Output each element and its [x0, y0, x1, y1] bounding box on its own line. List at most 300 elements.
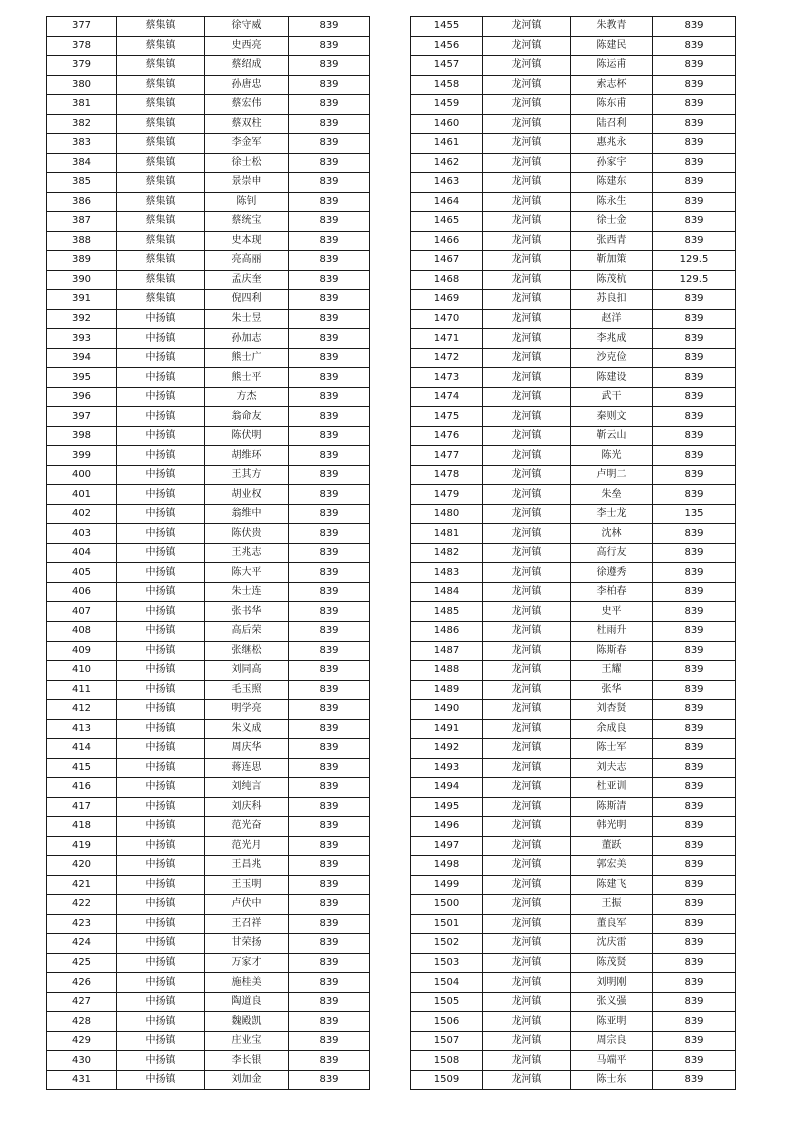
- row-number-cell: 384: [47, 153, 117, 173]
- town-cell: 中扬镇: [117, 446, 205, 466]
- table-row: [411, 953, 736, 973]
- row-number-cell: 1488: [411, 661, 483, 681]
- amount-cell: 839: [289, 1051, 370, 1071]
- amount-cell: 839: [289, 348, 370, 368]
- town-cell: 龙河镇: [483, 1051, 571, 1071]
- row-number-cell: 1485: [411, 602, 483, 622]
- amount-cell: 839: [289, 270, 370, 290]
- town-cell: 龙河镇: [483, 212, 571, 232]
- table-row: [47, 368, 370, 388]
- name-cell: 陈建民: [571, 36, 653, 56]
- table-row: [47, 563, 370, 583]
- amount-cell: 839: [289, 290, 370, 310]
- amount-cell: 839: [653, 582, 736, 602]
- roster-table-right: [410, 16, 736, 1090]
- table-row: [411, 56, 736, 76]
- table-row: [47, 895, 370, 915]
- amount-cell: 839: [653, 953, 736, 973]
- town-cell: 龙河镇: [483, 251, 571, 271]
- name-cell: 徐士松: [205, 153, 289, 173]
- roster-table-left: [46, 16, 370, 1090]
- table-row: [411, 1051, 736, 1071]
- table-row: [47, 56, 370, 76]
- amount-cell: 839: [289, 778, 370, 798]
- town-cell: 龙河镇: [483, 1012, 571, 1032]
- town-cell: 中扬镇: [117, 934, 205, 954]
- name-cell: 倪四利: [205, 290, 289, 310]
- row-number-cell: 1501: [411, 914, 483, 934]
- row-number-cell: 377: [47, 17, 117, 37]
- row-number-cell: 1486: [411, 621, 483, 641]
- name-cell: 高行友: [571, 543, 653, 563]
- table-row: [411, 875, 736, 895]
- table-row: [411, 797, 736, 817]
- amount-cell: 839: [289, 817, 370, 837]
- table-row: [411, 504, 736, 524]
- town-cell: 中扬镇: [117, 368, 205, 388]
- name-cell: 赵洋: [571, 309, 653, 329]
- row-number-cell: 1469: [411, 290, 483, 310]
- amount-cell: 129.5: [653, 270, 736, 290]
- town-cell: 蔡集镇: [117, 251, 205, 271]
- table-row: [47, 1031, 370, 1051]
- name-cell: 孙加志: [205, 329, 289, 349]
- amount-cell: 839: [289, 582, 370, 602]
- table-row: [47, 602, 370, 622]
- town-cell: 中扬镇: [117, 700, 205, 720]
- town-cell: 中扬镇: [117, 641, 205, 661]
- table-row: [411, 661, 736, 681]
- name-cell: 胡维环: [205, 446, 289, 466]
- row-number-cell: 413: [47, 719, 117, 739]
- amount-cell: 839: [289, 621, 370, 641]
- name-cell: 韩光明: [571, 817, 653, 837]
- row-number-cell: 422: [47, 895, 117, 915]
- name-cell: 翁命友: [205, 407, 289, 427]
- town-cell: 龙河镇: [483, 231, 571, 251]
- amount-cell: 839: [289, 797, 370, 817]
- table-row: [411, 934, 736, 954]
- row-number-cell: 1483: [411, 563, 483, 583]
- name-cell: 翁维中: [205, 504, 289, 524]
- name-cell: 熊士广: [205, 348, 289, 368]
- amount-cell: 839: [653, 446, 736, 466]
- amount-cell: 839: [653, 173, 736, 193]
- table-row: [47, 953, 370, 973]
- amount-cell: 839: [289, 446, 370, 466]
- table-row: [411, 1012, 736, 1032]
- table-row: [47, 778, 370, 798]
- row-number-cell: 1496: [411, 817, 483, 837]
- table-row: [47, 251, 370, 271]
- table-row: [411, 465, 736, 485]
- amount-cell: 839: [289, 36, 370, 56]
- table-row: [411, 387, 736, 407]
- name-cell: 孙家宇: [571, 153, 653, 173]
- row-number-cell: 412: [47, 700, 117, 720]
- row-number-cell: 388: [47, 231, 117, 251]
- town-cell: 龙河镇: [483, 778, 571, 798]
- town-cell: 中扬镇: [117, 1012, 205, 1032]
- name-cell: 沙克俭: [571, 348, 653, 368]
- table-row: [47, 173, 370, 193]
- town-cell: 中扬镇: [117, 1051, 205, 1071]
- row-number-cell: 1471: [411, 329, 483, 349]
- name-cell: 陈建飞: [571, 875, 653, 895]
- amount-cell: 839: [653, 895, 736, 915]
- name-cell: 刘加金: [205, 1070, 289, 1090]
- amount-cell: 839: [289, 1070, 370, 1090]
- name-cell: 张华: [571, 680, 653, 700]
- row-number-cell: 1461: [411, 134, 483, 154]
- table-row: [47, 95, 370, 115]
- amount-cell: 839: [653, 134, 736, 154]
- name-cell: 朱士昱: [205, 309, 289, 329]
- row-number-cell: 423: [47, 914, 117, 934]
- row-number-cell: 418: [47, 817, 117, 837]
- row-number-cell: 410: [47, 661, 117, 681]
- name-cell: 沈庆雷: [571, 934, 653, 954]
- table-row: [411, 680, 736, 700]
- table-row: [47, 661, 370, 681]
- name-cell: 陈茂贤: [571, 953, 653, 973]
- amount-cell: 839: [289, 192, 370, 212]
- table-row: [47, 875, 370, 895]
- row-number-cell: 1506: [411, 1012, 483, 1032]
- amount-cell: 839: [653, 348, 736, 368]
- table-row: [47, 582, 370, 602]
- town-cell: 中扬镇: [117, 992, 205, 1012]
- town-cell: 龙河镇: [483, 700, 571, 720]
- amount-cell: 839: [653, 1070, 736, 1090]
- town-cell: 蔡集镇: [117, 114, 205, 134]
- name-cell: 庄业宝: [205, 1031, 289, 1051]
- table-row: [47, 134, 370, 154]
- town-cell: 中扬镇: [117, 719, 205, 739]
- amount-cell: 129.5: [653, 251, 736, 271]
- roster-table-left-body: [47, 17, 370, 1090]
- row-number-cell: 1499: [411, 875, 483, 895]
- table-row: [411, 114, 736, 134]
- town-cell: 龙河镇: [483, 973, 571, 993]
- name-cell: 陶道良: [205, 992, 289, 1012]
- name-cell: 高后荣: [205, 621, 289, 641]
- amount-cell: 839: [653, 700, 736, 720]
- town-cell: 龙河镇: [483, 368, 571, 388]
- amount-cell: 839: [289, 992, 370, 1012]
- table-row: [411, 719, 736, 739]
- town-cell: 龙河镇: [483, 934, 571, 954]
- name-cell: 刘夫志: [571, 758, 653, 778]
- row-number-cell: 420: [47, 856, 117, 876]
- table-row: [411, 973, 736, 993]
- amount-cell: 839: [289, 329, 370, 349]
- town-cell: 龙河镇: [483, 739, 571, 759]
- table-row: [47, 348, 370, 368]
- town-cell: 龙河镇: [483, 407, 571, 427]
- town-cell: 龙河镇: [483, 387, 571, 407]
- amount-cell: 839: [289, 836, 370, 856]
- row-number-cell: 406: [47, 582, 117, 602]
- name-cell: 熊士平: [205, 368, 289, 388]
- table-row: [411, 192, 736, 212]
- name-cell: 刘纯言: [205, 778, 289, 798]
- town-cell: 龙河镇: [483, 290, 571, 310]
- row-number-cell: 427: [47, 992, 117, 1012]
- name-cell: 靳加策: [571, 251, 653, 271]
- name-cell: 沈林: [571, 524, 653, 544]
- town-cell: 龙河镇: [483, 914, 571, 934]
- table-row: [47, 504, 370, 524]
- table-row: [411, 914, 736, 934]
- table-row: [47, 485, 370, 505]
- amount-cell: 839: [289, 309, 370, 329]
- table-row: [47, 914, 370, 934]
- table-row: [47, 75, 370, 95]
- table-row: [47, 543, 370, 563]
- town-cell: 龙河镇: [483, 875, 571, 895]
- table-row: [411, 621, 736, 641]
- table-row: [47, 758, 370, 778]
- town-cell: 龙河镇: [483, 856, 571, 876]
- amount-cell: 839: [289, 75, 370, 95]
- table-row: [47, 973, 370, 993]
- row-number-cell: 1456: [411, 36, 483, 56]
- table-row: [411, 1031, 736, 1051]
- town-cell: 中扬镇: [117, 524, 205, 544]
- amount-cell: 839: [289, 251, 370, 271]
- amount-cell: 839: [653, 1031, 736, 1051]
- amount-cell: 839: [653, 212, 736, 232]
- table-row: [47, 114, 370, 134]
- town-cell: 蔡集镇: [117, 95, 205, 115]
- row-number-cell: 408: [47, 621, 117, 641]
- town-cell: 龙河镇: [483, 661, 571, 681]
- name-cell: 武干: [571, 387, 653, 407]
- amount-cell: 839: [289, 407, 370, 427]
- row-number-cell: 421: [47, 875, 117, 895]
- town-cell: 龙河镇: [483, 75, 571, 95]
- row-number-cell: 389: [47, 251, 117, 271]
- name-cell: 李柏春: [571, 582, 653, 602]
- amount-cell: 839: [289, 543, 370, 563]
- amount-cell: 839: [289, 134, 370, 154]
- row-number-cell: 390: [47, 270, 117, 290]
- amount-cell: 839: [653, 329, 736, 349]
- name-cell: 史本现: [205, 231, 289, 251]
- amount-cell: 839: [289, 231, 370, 251]
- table-row: [411, 309, 736, 329]
- table-row: [47, 934, 370, 954]
- amount-cell: 839: [289, 914, 370, 934]
- table-row: [47, 719, 370, 739]
- amount-cell: 839: [289, 602, 370, 622]
- row-number-cell: 391: [47, 290, 117, 310]
- amount-cell: 839: [653, 739, 736, 759]
- amount-cell: 839: [289, 114, 370, 134]
- town-cell: 龙河镇: [483, 36, 571, 56]
- amount-cell: 839: [653, 36, 736, 56]
- amount-cell: 839: [653, 407, 736, 427]
- amount-cell: 839: [289, 153, 370, 173]
- town-cell: 龙河镇: [483, 17, 571, 37]
- amount-cell: 839: [289, 973, 370, 993]
- amount-cell: 839: [289, 95, 370, 115]
- amount-cell: 839: [653, 778, 736, 798]
- row-number-cell: 1475: [411, 407, 483, 427]
- table-row: [47, 836, 370, 856]
- table-row: [411, 856, 736, 876]
- row-number-cell: 430: [47, 1051, 117, 1071]
- name-cell: 张书华: [205, 602, 289, 622]
- name-cell: 魏殿凯: [205, 1012, 289, 1032]
- town-cell: 中扬镇: [117, 329, 205, 349]
- row-number-cell: 1504: [411, 973, 483, 993]
- table-row: [411, 992, 736, 1012]
- row-number-cell: 1470: [411, 309, 483, 329]
- row-number-cell: 405: [47, 563, 117, 583]
- table-row: [411, 446, 736, 466]
- row-number-cell: 403: [47, 524, 117, 544]
- town-cell: 龙河镇: [483, 95, 571, 115]
- amount-cell: 839: [653, 680, 736, 700]
- town-cell: 蔡集镇: [117, 290, 205, 310]
- row-number-cell: 394: [47, 348, 117, 368]
- name-cell: 史西亮: [205, 36, 289, 56]
- row-number-cell: 1458: [411, 75, 483, 95]
- row-number-cell: 378: [47, 36, 117, 56]
- table-row: [411, 153, 736, 173]
- amount-cell: 839: [289, 212, 370, 232]
- name-cell: 陈光: [571, 446, 653, 466]
- table-row: [411, 836, 736, 856]
- row-number-cell: 1464: [411, 192, 483, 212]
- name-cell: 郭宏美: [571, 856, 653, 876]
- town-cell: 中扬镇: [117, 875, 205, 895]
- amount-cell: 839: [289, 485, 370, 505]
- name-cell: 卢伏中: [205, 895, 289, 915]
- table-row: [411, 817, 736, 837]
- town-cell: 中扬镇: [117, 661, 205, 681]
- town-cell: 中扬镇: [117, 836, 205, 856]
- table-row: [47, 36, 370, 56]
- row-number-cell: 1478: [411, 465, 483, 485]
- name-cell: 张西青: [571, 231, 653, 251]
- name-cell: 明学亮: [205, 700, 289, 720]
- table-row: [411, 582, 736, 602]
- amount-cell: 839: [289, 758, 370, 778]
- table-row: [411, 134, 736, 154]
- town-cell: 中扬镇: [117, 602, 205, 622]
- amount-cell: 839: [653, 153, 736, 173]
- table-row: [47, 621, 370, 641]
- table-row: [47, 817, 370, 837]
- town-cell: 中扬镇: [117, 895, 205, 915]
- table-row: [47, 192, 370, 212]
- row-number-cell: 392: [47, 309, 117, 329]
- amount-cell: 839: [653, 231, 736, 251]
- row-number-cell: 409: [47, 641, 117, 661]
- amount-cell: 839: [653, 95, 736, 115]
- town-cell: 中扬镇: [117, 680, 205, 700]
- amount-cell: 839: [653, 426, 736, 446]
- amount-cell: 839: [653, 387, 736, 407]
- town-cell: 龙河镇: [483, 173, 571, 193]
- amount-cell: 839: [289, 719, 370, 739]
- row-number-cell: 1462: [411, 153, 483, 173]
- amount-cell: 839: [289, 368, 370, 388]
- table-row: [47, 797, 370, 817]
- amount-cell: 839: [289, 953, 370, 973]
- table-row: [411, 543, 736, 563]
- name-cell: 陈士东: [571, 1070, 653, 1090]
- row-number-cell: 1474: [411, 387, 483, 407]
- town-cell: 中扬镇: [117, 953, 205, 973]
- town-cell: 蔡集镇: [117, 173, 205, 193]
- town-cell: 龙河镇: [483, 348, 571, 368]
- name-cell: 卢明二: [571, 465, 653, 485]
- amount-cell: 839: [289, 563, 370, 583]
- row-number-cell: 402: [47, 504, 117, 524]
- table-row: [47, 1070, 370, 1090]
- name-cell: 李兆成: [571, 329, 653, 349]
- name-cell: 周庆华: [205, 739, 289, 759]
- row-number-cell: 1503: [411, 953, 483, 973]
- table-row: [47, 992, 370, 1012]
- row-number-cell: 398: [47, 426, 117, 446]
- table-row: [411, 895, 736, 915]
- name-cell: 董良军: [571, 914, 653, 934]
- amount-cell: 839: [289, 426, 370, 446]
- name-cell: 刘明刚: [571, 973, 653, 993]
- name-cell: 朱义成: [205, 719, 289, 739]
- name-cell: 蔡宏伟: [205, 95, 289, 115]
- row-number-cell: 1463: [411, 173, 483, 193]
- row-number-cell: 387: [47, 212, 117, 232]
- name-cell: 胡业权: [205, 485, 289, 505]
- amount-cell: 839: [653, 973, 736, 993]
- amount-cell: 839: [653, 934, 736, 954]
- table-row: [411, 602, 736, 622]
- town-cell: 中扬镇: [117, 426, 205, 446]
- table-row: [411, 641, 736, 661]
- amount-cell: 839: [289, 856, 370, 876]
- amount-cell: 839: [289, 934, 370, 954]
- table-row: [47, 700, 370, 720]
- name-cell: 徐士金: [571, 212, 653, 232]
- amount-cell: 839: [653, 368, 736, 388]
- name-cell: 陆召利: [571, 114, 653, 134]
- name-cell: 董跃: [571, 836, 653, 856]
- name-cell: 王玉明: [205, 875, 289, 895]
- town-cell: 龙河镇: [483, 758, 571, 778]
- table-row: [411, 329, 736, 349]
- town-cell: 中扬镇: [117, 621, 205, 641]
- town-cell: 龙河镇: [483, 524, 571, 544]
- name-cell: 陈永生: [571, 192, 653, 212]
- row-number-cell: 407: [47, 602, 117, 622]
- town-cell: 龙河镇: [483, 817, 571, 837]
- amount-cell: 839: [653, 992, 736, 1012]
- row-number-cell: 1508: [411, 1051, 483, 1071]
- amount-cell: 839: [289, 1031, 370, 1051]
- name-cell: 蒋连思: [205, 758, 289, 778]
- name-cell: 毛玉照: [205, 680, 289, 700]
- town-cell: 龙河镇: [483, 465, 571, 485]
- table-row: [47, 387, 370, 407]
- name-cell: 史平: [571, 602, 653, 622]
- amount-cell: 839: [653, 465, 736, 485]
